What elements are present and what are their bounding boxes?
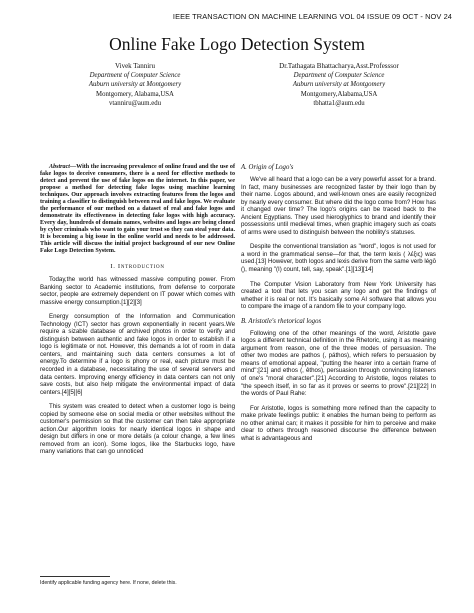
author-university: Auburn university at Montgomery — [88, 81, 182, 89]
paragraph: Despite the conventional translation as "word", logos is not used for a word in the grammatical sense—for that, the term lexis ( λέξις) was used.[13] However, both logos and lexis derive from the same verb légō (), meaning "(I) count, tell, say, speak".[1][13][14] — [241, 243, 436, 274]
author-block-1 — [40, 62, 230, 108]
left-column — [40, 164, 235, 463]
paragraph: The Computer Vision Laboratory from New York University has created a tool that lets you scan any logo and get the findings of whether it is real or not. It's basically some AI software that allows you to compare the image of a random file to your company logo. — [241, 280, 436, 311]
abstract — [40, 164, 235, 255]
abstract-text: —With the increasing prevalence of online fraud and the use of fake logos to deceive consumers, there is a need for effective methods to detect and prevent the use of fake logos on the internet. In this paper, we propose a method for detecting fake logos using machine learning techniques. Our approach involves extracting features from the logos and training a classifier to distinguish between real and fake logos. We evaluate the performance of our method on a dataset of real and fake logos and demonstrate its effectiveness in detecting fake logos with high accuracy. Every day, hundreds of domain names, websites and logos are being cloned by cyber criminals who want to gain your trust so they can steal your data. It is becoming a big issue in the online world and needs to be addressed. This article will discuss the initial project background of our new Online Fake Logo Detection System. — [40, 164, 235, 254]
section-heading-introduction: I. Introduction — [110, 263, 165, 270]
paragraph: We've all heard that a logo can be a very powerful asset for a brand. In fact, many businesses are recognized faster by their logo than by their name. Logos abound, and well-known ones are easily recognized by nearly every consumer. But where did the logo come from? How has it changed over time? The logo's origins can be traced back to the Ancient Egyptians. They used hieroglyphics to brand and identify their possessions until medieval times, when graphic imagery such as coats of arms were used to distinguish between the nobility's statuses. — [241, 176, 436, 236]
subsection-heading-origin: A. Origin of Logo's — [241, 164, 294, 171]
footnote-rule — [40, 576, 110, 577]
author-university: Auburn university at Montgomery — [292, 81, 386, 89]
paper-title: Online Fake Logo Detection System — [109, 34, 365, 54]
paragraph: This system was created to detect when a customer logo is being copied by someone else on social media or other websites without the customer's permission so that the customer can then take appropriate action.Our algorithm looks for nearly identical logos in shape and design but differs in one or more details (a colour change, a few lines removed from an icon). Some logos, like the Starbucks logo, have many variations that can go unnoticed — [40, 403, 235, 456]
author-department: Department of Computer Science — [293, 72, 385, 80]
author-department: Department of Computer Science — [89, 72, 181, 80]
paragraph: Energy consumption of the Information and Communication Technology (ICT) sector has grown exponentially in recent years.We require a sizable database of archived photos in order to verify and distinguish between authentic and fake logos in order to establish if a logo is legitimate or not. However, this demands a lot of room in data centers, and maintaining such data centers consumes a lot of energy.To determine if a logo is phony or real, each picture must be recorded in a database, necessitating the use of several servers and data centers. Improving energy efficiency in data centers can not only save costs, but also help mitigate the environmental impact of data centers.[4][5][6] — [40, 313, 235, 396]
author-block-2 — [244, 62, 434, 108]
author-email: tbhatta1@aum.edu — [313, 99, 365, 107]
author-name: Vivek Tanniru — [115, 62, 155, 70]
footnote: Identify applicable funding agency here. If none, delete this. — [40, 580, 177, 586]
journal-header: IEEE TRANSACTION ON MACHINE LEARNING VOL 04 ISSUE 09 OCT - NOV 24 — [172, 12, 452, 21]
author-city: Montgomery,Alabama,USA — [300, 90, 378, 98]
author-name: Dr.Tathagata Bhattacharya,Asst.Professsor — [279, 62, 399, 70]
paragraph: Following one of the other meanings of the word, Aristotle gave logos a different technical definition in the Rhetoric, using it as meaning argument from reason, one of the three modes of persuasion. The other two modes are pathos (, páthos), which refers to persuasion by means of emotional appeal, "putting the hearer into a certain frame of mind";[21] and ethos (, êthos), persuasion through convincing listeners of one's "moral character".[21] According to Aristotle, logos relates to "the speech itself, in so far as it proves or seems to prove".[21][22] In the words of Paul Rahe: — [241, 329, 436, 398]
author-city: Montgomery, Alabama,USA — [96, 90, 174, 98]
paragraph: Today,the world has witnessed massive computing power. From Banking sector to Academic institutions, from defense to corporate sector, people are extremely dependent on IT power which comes with massive energy consumption.[1][2][3] — [40, 276, 235, 306]
abstract-lead: Abstract — [49, 164, 70, 170]
paragraph: For Aristotle, logos is something more refined than the capacity to make private feelings public: it enables the human being to perform as no other animal can; it makes it possible for him to perceive and make clear to others through reasoned discourse the difference between what is advantageous and — [241, 404, 436, 442]
right-column — [241, 164, 436, 449]
author-email: vtanniru@aum.edu — [108, 99, 162, 107]
subsection-heading-aristotle: B. Aristotle's rhetorical logos — [241, 317, 322, 325]
